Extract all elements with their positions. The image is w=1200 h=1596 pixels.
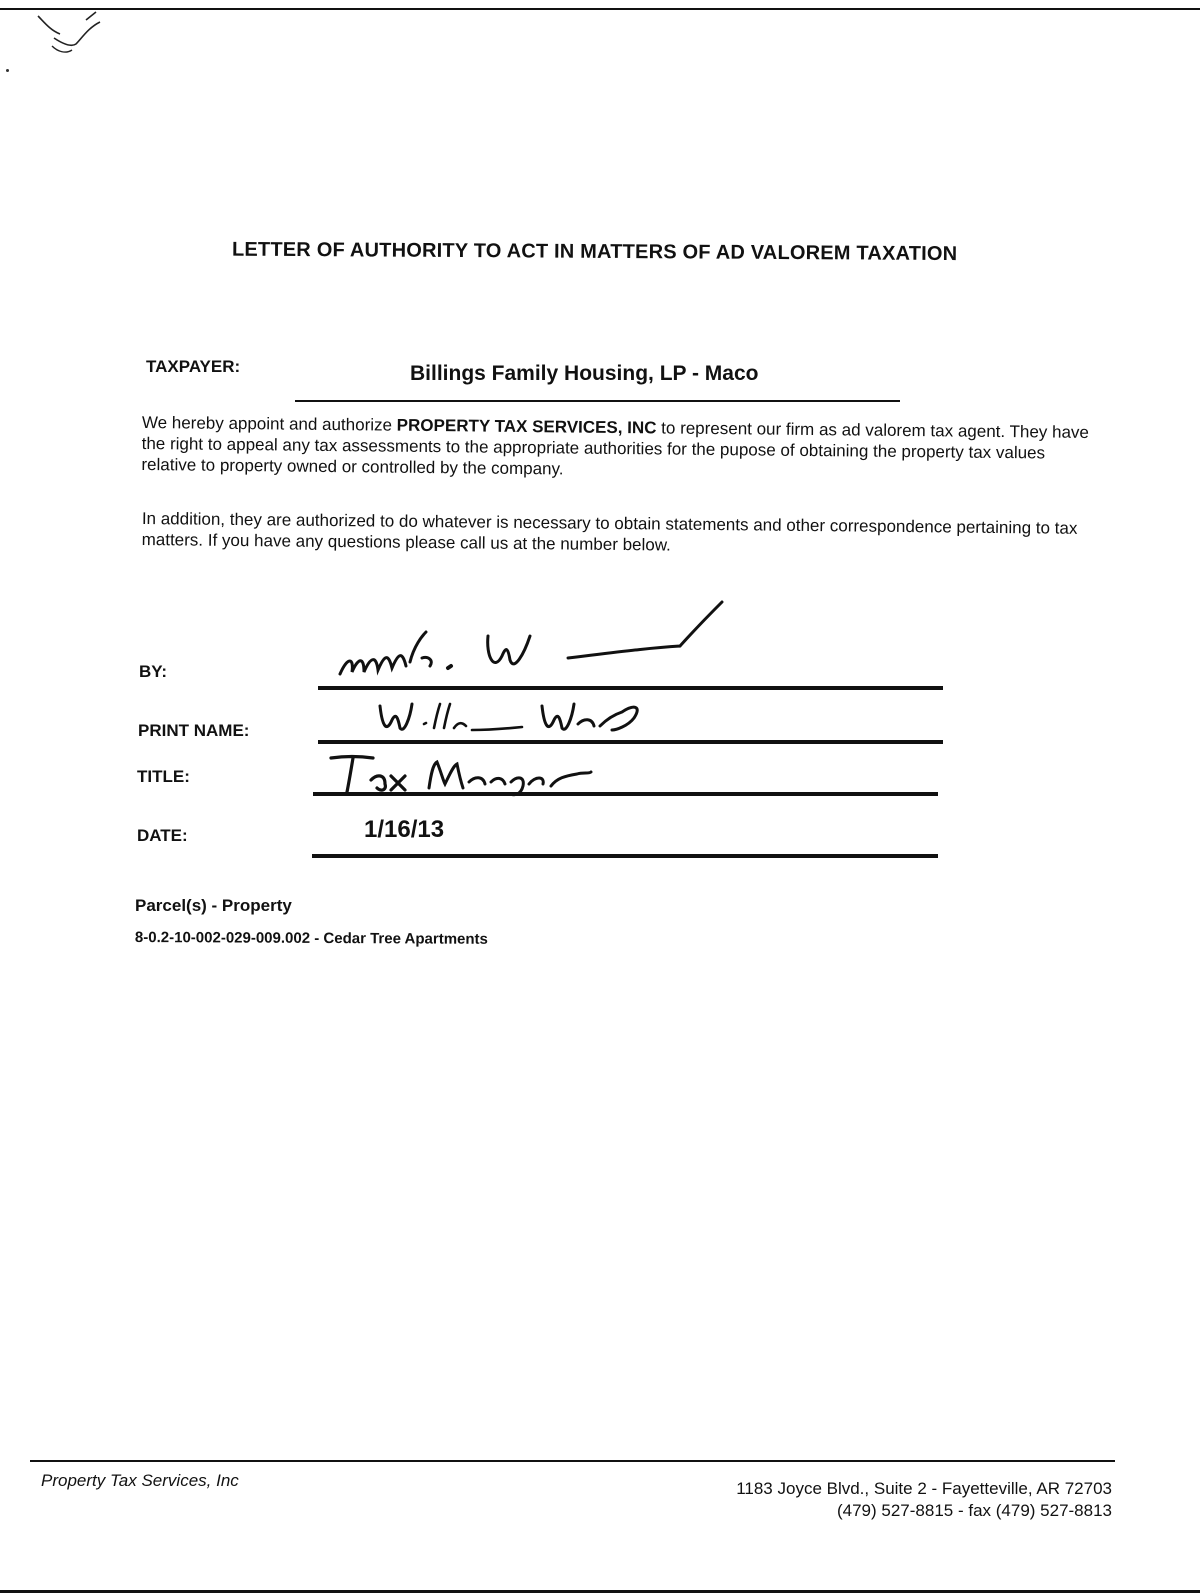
handwritten-title — [325, 750, 595, 798]
document-title: LETTER OF AUTHORITY TO ACT IN MATTERS OF AD VALOREM TAXATION — [231, 238, 958, 266]
parcel-item: 8-0.2-10-002-029-009.002 - Cedar Tree Apartments — [134, 929, 488, 948]
title-label: TITLE: — [137, 767, 190, 786]
scan-speck — [6, 69, 9, 72]
agent-name: PROPERTY TAX SERVICES, INC — [396, 415, 657, 438]
handwritten-signature — [318, 596, 738, 691]
authorization-paragraph — [141, 412, 1092, 485]
taxpayer-name: Billings Family Housing, LP - Maco — [410, 362, 759, 385]
date-label: DATE: — [137, 826, 188, 845]
bottom-border-rule — [0, 1590, 1200, 1593]
footer-rule — [30, 1460, 1115, 1462]
authorization-text-start: We hereby appoint and authorize — [141, 412, 397, 435]
taxpayer-underline — [295, 400, 900, 402]
taxpayer-label: TAXPAYER: — [146, 357, 241, 376]
footer-company-name: Property Tax Services, Inc — [41, 1471, 239, 1490]
footer-phone-fax: (479) 527-8815 - fax (479) 527-8813 — [836, 1501, 1112, 1520]
parcels-heading: Parcel(s) - Property — [135, 896, 292, 915]
footer-contact — [736, 1478, 1112, 1522]
print-name-line — [318, 740, 943, 744]
date-line — [312, 854, 938, 858]
additional-authority-paragraph: In addition, they are authorized to do whatever is necessary to obtain statements and other correspondence pertaining to tax matters. If you have any questions please call us at the number below. — [141, 508, 1078, 555]
signature-line — [318, 686, 943, 690]
print-name-label: PRINT NAME: — [138, 721, 250, 740]
top-border-rule — [0, 8, 1200, 10]
by-label: BY: — [139, 662, 168, 681]
title-line — [313, 792, 938, 796]
authorization-text-end: to represent our firm as ad valorem tax agent. They have the right to appeal any tax assessments to the appropriate authorities for the pupose of obtaining the property tax values relative to property owned or controlled by the company. — [141, 418, 1090, 479]
footer-address: 1183 Joyce Blvd., Suite 2 - Fayetteville, AR 72703 — [736, 1479, 1112, 1498]
scan-mark-icon — [30, 8, 120, 68]
date-value: 1/16/13 — [364, 816, 445, 843]
handwritten-print-name — [372, 694, 652, 744]
